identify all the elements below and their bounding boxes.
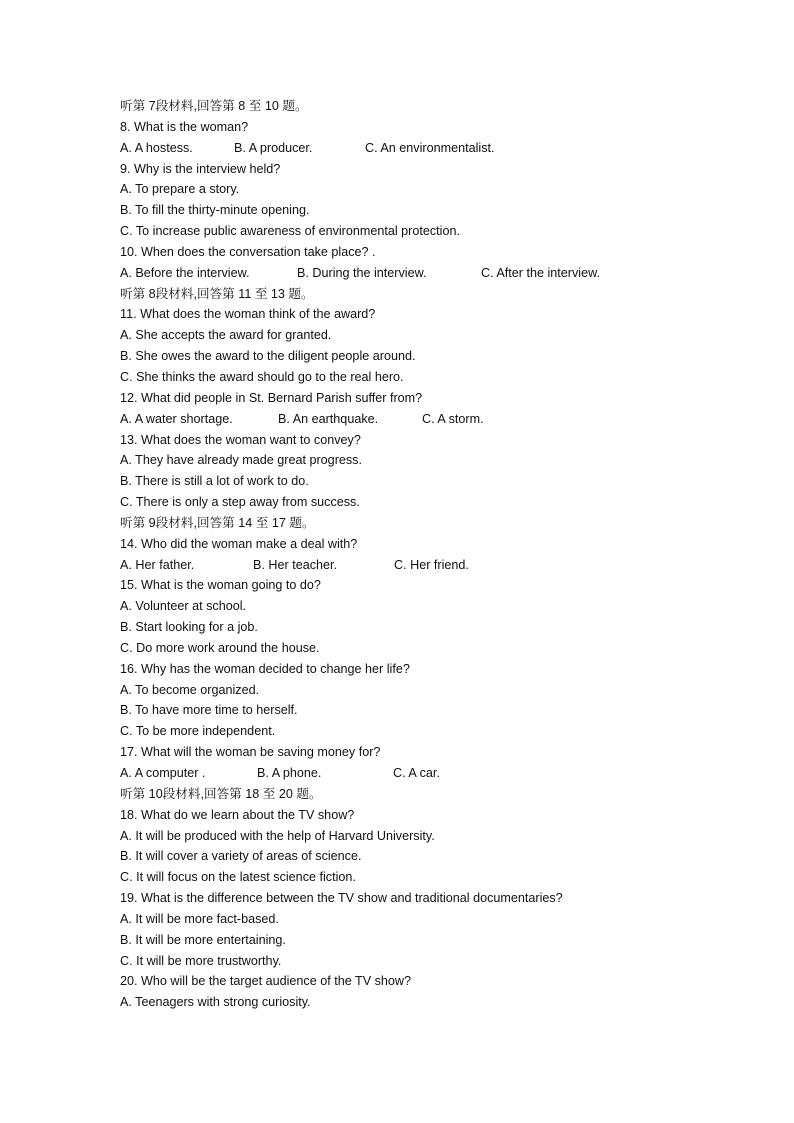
option-text [120, 867, 720, 888]
answer-option: C. A storm. [422, 411, 484, 426]
question-text-label: 13. What does the woman want to convey? [120, 432, 361, 447]
option-text-label: C. Do more work around the house. [120, 640, 320, 655]
option-text-label: A. To become organized. [120, 682, 260, 697]
question-text-label: 18. What do we learn about the TV show? [120, 807, 355, 822]
option-text [120, 325, 720, 346]
option-row [120, 263, 720, 284]
answer-option: A. A hostess. [120, 140, 193, 155]
answer-option: C. Her friend. [394, 557, 469, 572]
option-text [120, 846, 720, 867]
option-text-label: B. There is still a lot of work to do. [120, 474, 309, 489]
answer-option: C. A car. [393, 766, 440, 780]
section-heading [120, 96, 720, 117]
option-row [120, 555, 720, 576]
option-text [120, 596, 720, 617]
answer-option: B. An earthquake. [278, 411, 379, 426]
option-text-label: A. Volunteer at school. [120, 599, 247, 614]
question-text [120, 888, 720, 909]
option-row [120, 763, 720, 784]
answer-option: C. An environmentalist. [365, 140, 495, 155]
section-heading-label: 听第 8段材料,回答第 11 至 13 题。 [120, 286, 314, 301]
answer-option: A. A computer . [120, 766, 206, 780]
option-text-label: C. It will focus on the latest science fiction. [120, 870, 356, 885]
option-text [120, 992, 720, 1013]
option-text-label: A. They have already made great progress. [120, 453, 362, 468]
option-text-label: C. To increase public awareness of environmental protection. [120, 224, 460, 239]
question-text [120, 430, 720, 451]
option-text-label: B. Start looking for a job. [120, 620, 258, 635]
question-text-label: 14. Who did the woman make a deal with? [120, 536, 358, 551]
section-heading-label: 听第 10段材料,回答第 18 至 20 题。 [120, 786, 322, 801]
question-text-label: 8. What is the woman? [120, 119, 249, 134]
question-text [120, 388, 720, 409]
option-text [120, 221, 720, 242]
option-text-label: A. It will be more fact-based. [120, 911, 279, 926]
option-text [120, 909, 720, 930]
option-text [120, 450, 720, 471]
question-text-label: 17. What will the woman be saving money for? [120, 745, 381, 760]
option-text [120, 200, 720, 221]
option-text [120, 700, 720, 721]
question-text-label: 19. What is the difference between the TV show and traditional documentaries? [120, 891, 563, 906]
question-text-label: 15. What is the woman going to do? [120, 578, 321, 593]
answer-option: B. Her teacher. [253, 557, 337, 572]
question-text-label: 16. Why has the woman decided to change her life? [120, 661, 410, 676]
option-text-label: B. She owes the award to the diligent people around. [120, 349, 416, 364]
answer-option: B. A phone. [257, 766, 322, 780]
section-heading-label: 听第 9段材料,回答第 14 至 17 题。 [120, 515, 315, 530]
question-text-label: 11. What does the woman think of the award? [120, 307, 376, 322]
option-text [120, 680, 720, 701]
option-text-label: A. It will be produced with the help of Harvard University. [120, 828, 435, 843]
answer-option: A. Before the interview. [120, 265, 250, 280]
document-page [120, 96, 720, 1013]
option-text [120, 721, 720, 742]
section-heading [120, 784, 720, 805]
question-text [120, 971, 720, 992]
option-text-label: B. It will cover a variety of areas of science. [120, 849, 362, 864]
question-text [120, 805, 720, 826]
answer-option: A. A water shortage. [120, 411, 233, 426]
section-heading [120, 513, 720, 534]
option-text-label: C. It will be more trustworthy. [120, 953, 282, 968]
answer-option: B. A producer. [234, 140, 313, 155]
option-text [120, 367, 720, 388]
answer-option: B. During the interview. [297, 265, 427, 280]
answer-option: C. After the interview. [481, 265, 600, 280]
question-text [120, 575, 720, 596]
question-text [120, 159, 720, 180]
question-text [120, 659, 720, 680]
question-text [120, 117, 720, 138]
option-text-label: A. She accepts the award for granted. [120, 328, 332, 343]
option-row [120, 138, 720, 159]
option-text-label: B. To fill the thirty-minute opening. [120, 203, 310, 218]
option-text [120, 826, 720, 847]
option-text-label: C. There is only a step away from success. [120, 495, 360, 510]
option-text [120, 492, 720, 513]
option-text-label: A. To prepare a story. [120, 182, 240, 197]
option-text-label: C. To be more independent. [120, 724, 276, 739]
question-text [120, 242, 720, 263]
option-text [120, 951, 720, 972]
option-text [120, 638, 720, 659]
option-text [120, 346, 720, 367]
question-text [120, 742, 720, 763]
section-heading [120, 284, 720, 305]
option-text-label: A. Teenagers with strong curiosity. [120, 995, 311, 1010]
question-text-label: 9. Why is the interview held? [120, 161, 281, 176]
option-text-label: C. She thinks the award should go to the real hero. [120, 369, 404, 384]
question-text-label: 20. Who will be the target audience of the TV show? [120, 974, 411, 989]
option-row [120, 409, 720, 430]
option-text-label: B. It will be more entertaining. [120, 932, 286, 947]
question-text [120, 534, 720, 555]
option-text [120, 471, 720, 492]
option-text [120, 930, 720, 951]
question-text [120, 304, 720, 325]
section-heading-label: 听第 7段材料,回答第 8 至 10 题。 [120, 99, 308, 113]
option-text-label: B. To have more time to herself. [120, 703, 298, 718]
answer-option: A. Her father. [120, 557, 195, 572]
question-text-label: 10. When does the conversation take place? . [120, 244, 376, 259]
option-text [120, 617, 720, 638]
question-text-label: 12. What did people in St. Bernard Parish suffer from? [120, 390, 423, 405]
option-text [120, 179, 720, 200]
